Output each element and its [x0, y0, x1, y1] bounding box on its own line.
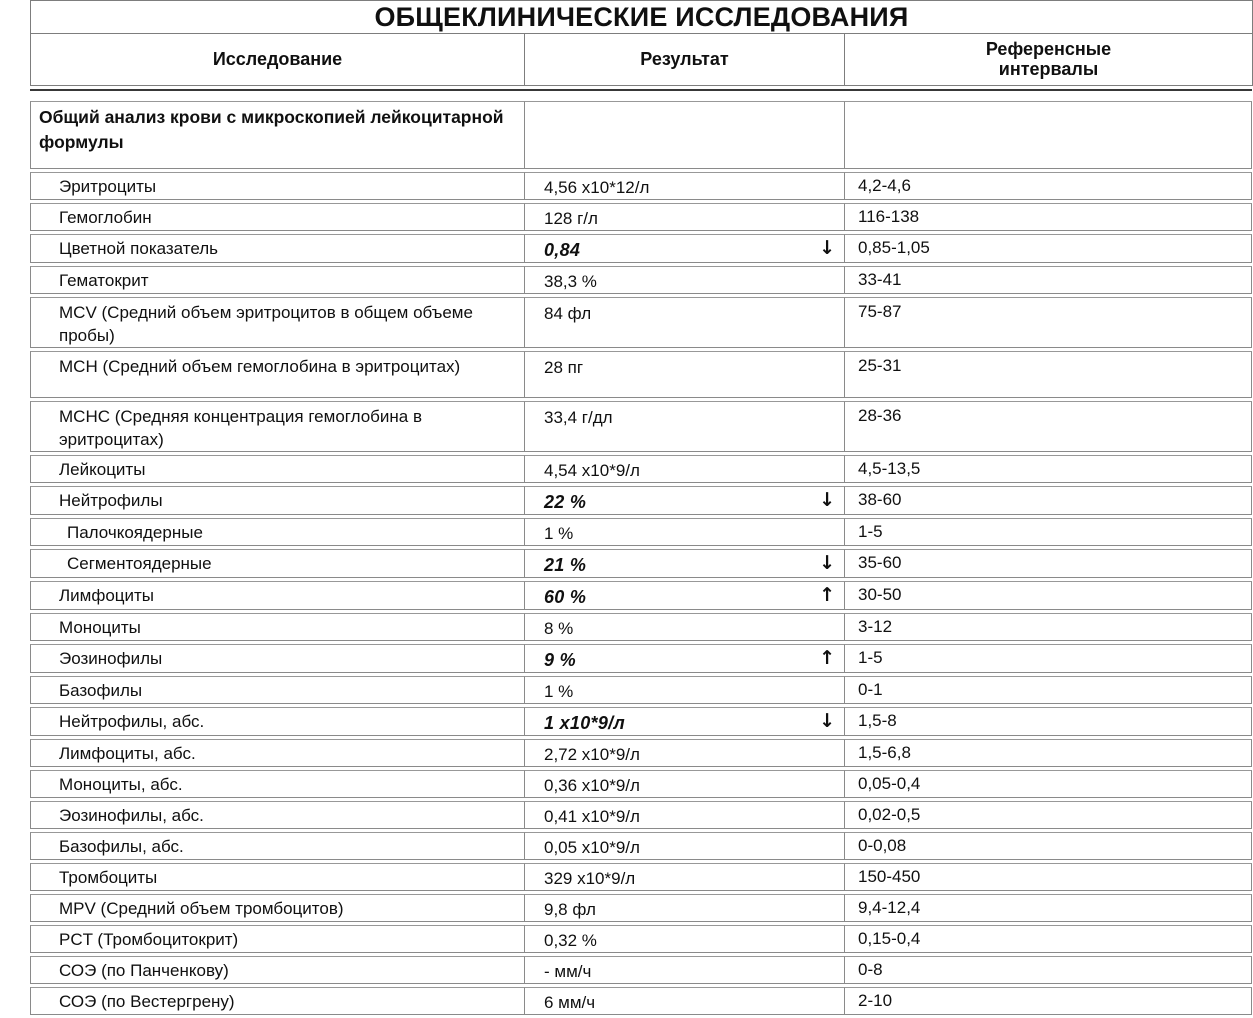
column-header-reference-label: Референсные интервалы	[985, 39, 1112, 79]
result-cell	[524, 401, 844, 452]
reference-cell: 35-60	[844, 549, 1252, 578]
result-cell	[524, 297, 844, 348]
table-row	[30, 351, 1252, 398]
result-cell	[524, 518, 844, 546]
test-name-cell: Лимфоциты	[30, 581, 524, 610]
test-name-cell: Эритроциты	[30, 172, 524, 200]
result-cell	[524, 266, 844, 294]
test-name-cell: MCH (Средний объем гемоглобина в эритроцитах)	[30, 351, 524, 398]
reference-cell: 0,05-0,4	[844, 770, 1252, 798]
result-cell	[524, 613, 844, 641]
result-cell	[524, 549, 844, 578]
column-header-test: Исследование	[31, 34, 525, 86]
results-table-body	[30, 101, 1252, 1015]
column-header-row	[31, 34, 1253, 86]
table-row	[30, 956, 1252, 984]
reference-cell: 0,85-1,05	[844, 234, 1252, 263]
test-name-cell: Лимфоциты, абс.	[30, 739, 524, 767]
result-cell	[524, 707, 844, 736]
result-value: 0,41 х10*9/л	[544, 807, 640, 826]
result-cell	[524, 676, 844, 704]
result-value-abnormal: 0,84	[544, 240, 581, 260]
result-value: 28 пг	[544, 358, 584, 377]
table-row	[30, 801, 1252, 829]
test-name-cell: Базофилы	[30, 676, 524, 704]
result-cell	[524, 863, 844, 891]
result-cell	[524, 801, 844, 829]
table-row	[30, 297, 1252, 348]
table-row	[30, 894, 1252, 922]
result-value: 0,05 х10*9/л	[544, 838, 640, 857]
result-value: 8 %	[544, 619, 574, 638]
test-name-cell: Цветной показатель	[30, 234, 524, 263]
test-name-cell: PCT (Тромбоцитокрит)	[30, 925, 524, 953]
result-value: 84 фл	[544, 304, 592, 323]
table-row	[30, 455, 1252, 483]
result-value-abnormal: 1 х10*9/л	[544, 713, 625, 733]
reference-cell: 3-12	[844, 613, 1252, 641]
result-value: 38,3 %	[544, 272, 597, 291]
reference-cell: 28-36	[844, 401, 1252, 452]
result-cell	[524, 101, 844, 169]
table-row	[30, 644, 1252, 673]
reference-cell: 33-41	[844, 266, 1252, 294]
reference-cell: 0-1	[844, 676, 1252, 704]
result-cell	[524, 455, 844, 483]
table-row	[30, 203, 1252, 231]
test-name-cell: Гемоглобин	[30, 203, 524, 231]
reference-cell: 4,5-13,5	[844, 455, 1252, 483]
reference-cell: 1-5	[844, 644, 1252, 673]
result-value: 33,4 г/дл	[544, 408, 613, 427]
test-name-cell: Лейкоциты	[30, 455, 524, 483]
result-cell	[524, 894, 844, 922]
result-value: 9,8 фл	[544, 900, 596, 919]
result-cell	[524, 739, 844, 767]
result-value: 0,36 х10*9/л	[544, 776, 640, 795]
reference-cell: 9,4-12,4	[844, 894, 1252, 922]
reference-cell: 0-0,08	[844, 832, 1252, 860]
table-row	[30, 234, 1252, 263]
column-header-reference	[845, 34, 1253, 86]
table-row	[30, 987, 1252, 1015]
result-cell	[524, 644, 844, 673]
reference-cell: 150-450	[844, 863, 1252, 891]
result-value: 2,72 х10*9/л	[544, 745, 640, 764]
test-name-cell: MPV (Средний объем тромбоцитов)	[30, 894, 524, 922]
result-value: - мм/ч	[544, 962, 592, 981]
reference-cell: 4,2-4,6	[844, 172, 1252, 200]
table-row	[30, 863, 1252, 891]
table-row	[30, 925, 1252, 953]
result-cell	[524, 956, 844, 984]
test-name-cell: Базофилы, абс.	[30, 832, 524, 860]
arrow-up-icon: ↑	[819, 584, 835, 606]
result-value-abnormal: 9 %	[544, 650, 576, 670]
result-value: 0,32 %	[544, 931, 597, 950]
result-cell	[524, 234, 844, 263]
table-row	[30, 770, 1252, 798]
reference-cell: 1,5-8	[844, 707, 1252, 736]
test-name-cell: MCV (Средний объем эритроцитов в общем объеме пробы)	[30, 297, 524, 348]
table-row	[30, 832, 1252, 860]
arrow-down-icon: ↓	[819, 237, 835, 259]
table-row	[30, 401, 1252, 452]
report-title-row	[31, 1, 1253, 34]
reference-cell: 38-60	[844, 486, 1252, 515]
result-value: 4,56 х10*12/л	[544, 178, 650, 197]
arrow-down-icon: ↓	[819, 710, 835, 732]
reference-cell: 1,5-6,8	[844, 739, 1252, 767]
reference-cell: 30-50	[844, 581, 1252, 610]
result-value: 329 х10*9/л	[544, 869, 636, 888]
result-value: 128 г/л	[544, 209, 598, 228]
test-name-cell: Эозинофилы, абс.	[30, 801, 524, 829]
result-cell	[524, 351, 844, 398]
section-header-row	[30, 101, 1252, 169]
result-value: 1 %	[544, 682, 574, 701]
result-cell	[524, 203, 844, 231]
header-divider	[30, 89, 1252, 91]
table-row	[30, 172, 1252, 200]
table-row	[30, 581, 1252, 610]
test-name-cell: Моноциты, абс.	[30, 770, 524, 798]
test-name-cell: MCHC (Средняя концентрация гемоглобина в эритроцитах)	[30, 401, 524, 452]
reference-cell: 0-8	[844, 956, 1252, 984]
reference-cell: 116-138	[844, 203, 1252, 231]
reference-cell: 1-5	[844, 518, 1252, 546]
table-row	[30, 676, 1252, 704]
table-row	[30, 518, 1252, 546]
result-cell	[524, 832, 844, 860]
reference-cell: 75-87	[844, 297, 1252, 348]
reference-cell: 0,15-0,4	[844, 925, 1252, 953]
test-name-cell: Эозинофилы	[30, 644, 524, 673]
table-row	[30, 707, 1252, 736]
report-title: ОБЩЕКЛИНИЧЕСКИЕ ИССЛЕДОВАНИЯ	[31, 1, 1253, 34]
test-name-cell: Сегментоядерные	[30, 549, 524, 578]
table-row	[30, 266, 1252, 294]
column-header-result: Результат	[525, 34, 845, 86]
result-value: 4,54 х10*9/л	[544, 461, 640, 480]
reference-cell	[844, 101, 1252, 169]
result-cell	[524, 486, 844, 515]
section-title-cell: Общий анализ крови с микроскопией лейкоцитарной формулы	[30, 101, 524, 169]
reference-cell: 2-10	[844, 987, 1252, 1015]
results-table	[30, 98, 1252, 1018]
table-row	[30, 486, 1252, 515]
result-cell	[524, 925, 844, 953]
report-header-table	[30, 0, 1253, 86]
reference-cell: 0,02-0,5	[844, 801, 1252, 829]
table-row	[30, 739, 1252, 767]
arrow-down-icon: ↓	[819, 552, 835, 574]
result-cell	[524, 987, 844, 1015]
result-cell	[524, 770, 844, 798]
result-value: 6 мм/ч	[544, 993, 596, 1012]
test-name-cell: СОЭ (по Панченкову)	[30, 956, 524, 984]
test-name-cell: Гематокрит	[30, 266, 524, 294]
result-cell	[524, 581, 844, 610]
arrow-down-icon: ↓	[819, 489, 835, 511]
table-row	[30, 613, 1252, 641]
result-value-abnormal: 22 %	[544, 492, 587, 512]
test-name-cell: Моноциты	[30, 613, 524, 641]
reference-cell: 25-31	[844, 351, 1252, 398]
test-name-cell: СОЭ (по Вестергрену)	[30, 987, 524, 1015]
test-name-cell: Нейтрофилы	[30, 486, 524, 515]
result-value-abnormal: 60 %	[544, 587, 587, 607]
arrow-up-icon: ↑	[819, 647, 835, 669]
result-value: 1 %	[544, 524, 574, 543]
table-row	[30, 549, 1252, 578]
result-cell	[524, 172, 844, 200]
result-value-abnormal: 21 %	[544, 555, 587, 575]
test-name-cell: Палочкоядерные	[30, 518, 524, 546]
test-name-cell: Нейтрофилы, абс.	[30, 707, 524, 736]
lab-report	[30, 0, 1252, 1018]
test-name-cell: Тромбоциты	[30, 863, 524, 891]
